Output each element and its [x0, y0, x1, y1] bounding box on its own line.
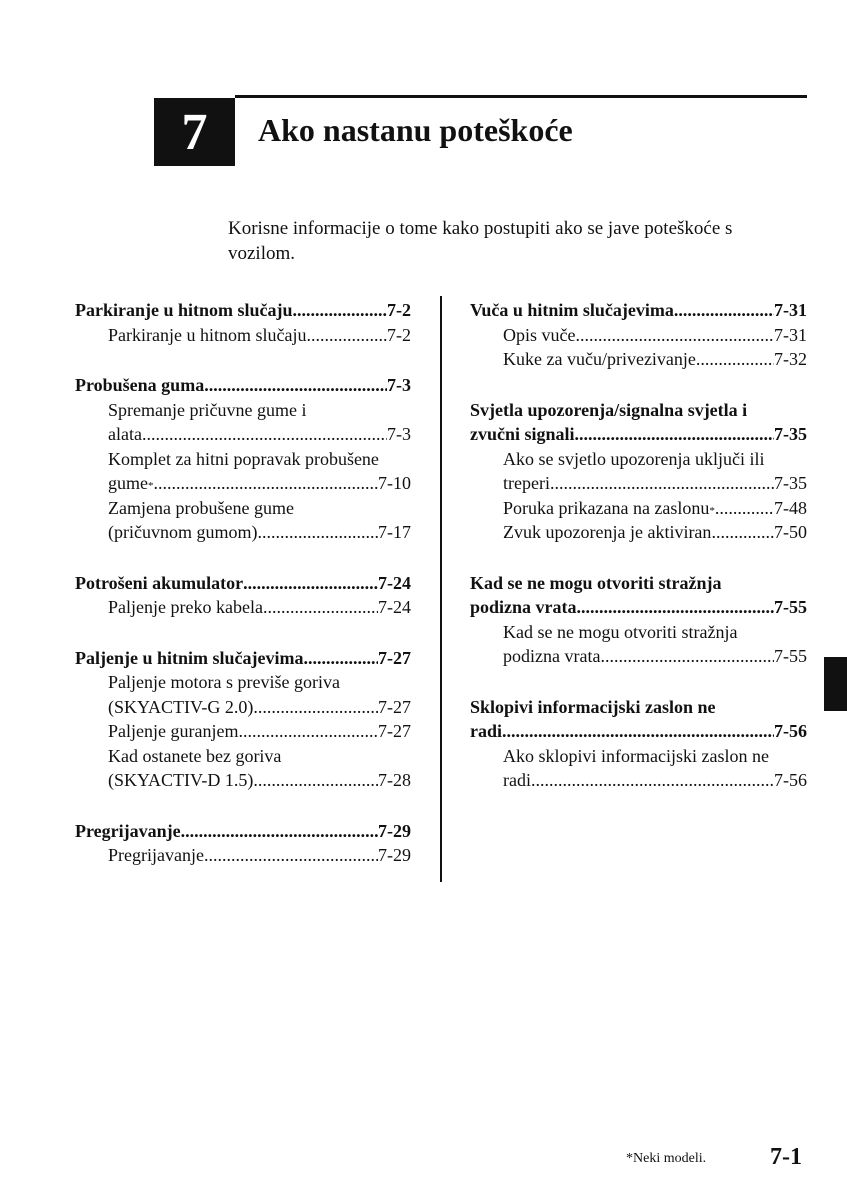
- toc-entry: Kad se ne mogu otvoriti stražnja: [503, 621, 738, 642]
- leader-dots: [600, 644, 774, 669]
- toc-section-title: [75, 646, 411, 671]
- toc-entry: [470, 644, 807, 669]
- page-number: 7-1: [770, 1144, 802, 1170]
- toc-right-column: [470, 298, 807, 819]
- leader-dots: [711, 520, 774, 545]
- toc-section: [470, 298, 807, 372]
- toc-entry-page: 7-35: [774, 473, 807, 493]
- leader-dots: [257, 520, 378, 545]
- leader-dots: [306, 323, 387, 348]
- chapter-title: Ako nastanu poteškoće: [258, 112, 573, 148]
- toc-entry-text: Kuke za vuču/privezivanje: [503, 349, 696, 369]
- toc-entry: [470, 768, 807, 793]
- toc-entry: [470, 520, 807, 545]
- toc-entry: Ako se svjetlo upozorenja uključi ili: [503, 448, 765, 469]
- toc-section-title-page: 7-3: [387, 375, 411, 395]
- toc-entry-page: 7-27: [378, 696, 411, 717]
- leader-dots: [293, 298, 387, 323]
- toc-section-title-page: 7-35: [774, 424, 807, 444]
- toc-entry-text: podizna vrata: [503, 646, 601, 666]
- chapter-tab-marker: [824, 657, 847, 711]
- toc-entry: [75, 843, 411, 868]
- toc-section-title: [470, 298, 807, 323]
- toc-entry-page: 7-28: [378, 770, 411, 790]
- toc-entry-text: Poruka prikazana na zaslonu: [503, 497, 710, 518]
- toc-entry: [75, 422, 411, 447]
- toc-entry: Ako sklopivi informacijski zaslon ne: [503, 745, 769, 766]
- leader-dots: [550, 471, 774, 496]
- toc-section-title: [75, 571, 411, 596]
- toc-section-title: [470, 422, 807, 447]
- toc-section: [75, 373, 411, 545]
- toc-section-title: Sklopivi informacijski zaslon ne: [470, 696, 716, 717]
- leader-dots: [142, 422, 387, 447]
- toc-entry-text: (pričuvnom gumom): [108, 522, 258, 542]
- toc-entry-text: Zvuk upozorenja je aktiviran: [503, 522, 712, 542]
- toc-section: [75, 819, 411, 868]
- toc-section-title-page: 7-29: [378, 820, 411, 841]
- toc-section: [470, 398, 807, 545]
- toc-entry: Kad ostanete bez goriva: [108, 745, 282, 766]
- toc-entry: [470, 323, 807, 348]
- toc-section-title-page: 7-27: [378, 647, 411, 668]
- toc-section-title-text: radi: [470, 721, 503, 741]
- toc-left-column: [75, 298, 411, 894]
- toc-entry-text: alata: [108, 424, 142, 444]
- leader-dots: [502, 719, 774, 744]
- column-divider: [440, 296, 442, 882]
- toc-section-title: Svjetla upozorenja/signalna svjetla i: [470, 399, 748, 420]
- toc-entry-page: 7-50: [774, 522, 807, 542]
- toc-entry-text: Paljenje preko kabela: [108, 597, 263, 617]
- leader-dots: [674, 298, 774, 323]
- toc-section-title-text: Pregrijavanje: [75, 820, 181, 841]
- toc-section-title-text: podizna vrata: [470, 597, 577, 617]
- toc-section: [75, 571, 411, 620]
- toc-entry: Spremanje pričuvne gume i: [108, 399, 307, 420]
- leader-dots: [253, 768, 378, 793]
- toc-entry-text: treperi: [503, 473, 550, 493]
- toc-section-title: [470, 719, 807, 744]
- toc-entry-page: 7-55: [774, 646, 807, 666]
- toc-section-title-text: Probušena guma: [75, 375, 205, 395]
- chapter-intro: Korisne informacije o tome kako postupiti ako se jave poteškoće s vozilom.: [228, 218, 733, 264]
- toc-entry: [75, 719, 411, 744]
- toc-entry: [75, 695, 411, 720]
- toc-section-title-page: 7-24: [378, 572, 411, 593]
- leader-dots: [181, 819, 378, 844]
- leader-dots: [263, 595, 378, 620]
- toc-entry: Komplet za hitni popravak probušene: [108, 448, 379, 469]
- toc-entry-page: 7-31: [774, 324, 807, 345]
- toc-section: [470, 571, 807, 669]
- toc-section-title: [75, 298, 411, 323]
- toc-entry: [75, 595, 411, 620]
- footnote: *Neki modeli.: [626, 1151, 707, 1166]
- toc-section-title-text: Parkiranje u hitnom slučaju: [75, 300, 293, 320]
- toc-entry-page: 7-24: [378, 597, 411, 617]
- leader-dots: [575, 422, 774, 447]
- toc-entry-page: 7-27: [378, 721, 411, 741]
- toc-entry-page: 7-17: [378, 522, 411, 542]
- toc-entry: [470, 471, 807, 496]
- toc-entry-page: 7-29: [378, 845, 411, 865]
- toc-section: [470, 695, 807, 793]
- toc-entry: [75, 323, 411, 348]
- toc-entry: [75, 768, 411, 793]
- toc-entry-page: 7-32: [774, 349, 807, 369]
- toc-entry-text: (SKYACTIV-D 1.5): [108, 770, 254, 790]
- toc-entry-page: 7-56: [774, 770, 807, 790]
- leader-dots: [696, 347, 774, 372]
- toc-section-title-page: 7-55: [774, 597, 807, 617]
- toc-entry: [75, 520, 411, 545]
- leader-dots: [253, 695, 378, 720]
- toc-entry: Zamjena probušene gume: [108, 497, 294, 518]
- toc-entry-page: 7-2: [387, 324, 411, 345]
- toc-entry-text: Paljenje guranjem: [108, 721, 239, 741]
- leader-dots: [238, 719, 378, 744]
- toc-entry: [470, 347, 807, 372]
- toc-entry-page: 7-48: [774, 497, 807, 518]
- leader-dots: [577, 595, 774, 620]
- leader-dots: [531, 768, 774, 793]
- toc-entry-text: Pregrijavanje: [108, 845, 204, 865]
- toc-entry-text: Opis vuče: [503, 324, 576, 345]
- toc-entry-page: 7-3: [387, 424, 411, 444]
- leader-dots: [303, 646, 378, 671]
- top-rule: [235, 95, 807, 98]
- leader-dots: [243, 571, 378, 596]
- toc-section-title: [470, 595, 807, 620]
- toc-section-title: Kad se ne mogu otvoriti stražnja: [470, 572, 722, 593]
- chapter-number: 7: [181, 103, 208, 161]
- toc-section-title: [75, 819, 411, 844]
- toc-section-title: [75, 373, 411, 398]
- toc-section-title-text: Potrošeni akumulator: [75, 572, 244, 593]
- leader-dots: [575, 323, 774, 348]
- toc-section: [75, 298, 411, 347]
- leader-dots: [204, 843, 378, 868]
- toc-section-title-text: zvučni signali: [470, 424, 575, 444]
- toc-entry-page: 7-10: [378, 473, 411, 493]
- toc-entry-text: (SKYACTIV-G 2.0): [108, 696, 254, 717]
- toc-entry-text: Parkiranje u hitnom slučaju: [108, 324, 307, 345]
- toc-section: [75, 646, 411, 793]
- toc-entry: gume * ..... 7-10: [75, 471, 411, 496]
- toc-section-title-page: 7-2: [387, 300, 411, 320]
- toc-entry: Paljenje motora s previše goriva: [108, 672, 340, 692]
- leader-dots: [715, 496, 774, 521]
- toc-section-title-text: Paljenje u hitnim slučajevima: [75, 647, 304, 668]
- toc-section-title-page: 7-56: [774, 721, 807, 741]
- toc-entry-text: radi: [503, 770, 531, 790]
- toc-entry: Poruka prikazana na zaslonu * ..... 7-48: [470, 496, 807, 521]
- chapter-number-box: [154, 98, 235, 166]
- leader-dots: [154, 471, 379, 496]
- leader-dots: [204, 373, 387, 398]
- toc-section-title-text: Vuča u hitnim slučajevima: [470, 300, 674, 320]
- toc-section-title-page: 7-31: [774, 300, 807, 320]
- toc-entry-text: gume: [108, 473, 148, 493]
